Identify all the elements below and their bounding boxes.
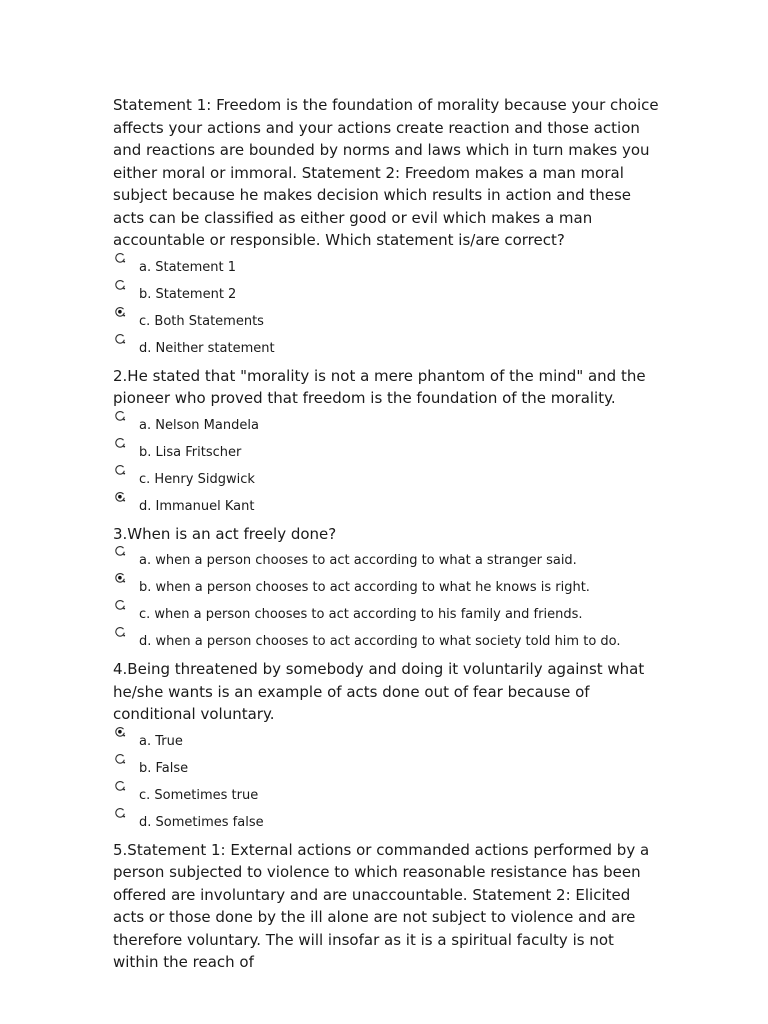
option-2c[interactable] (113, 467, 661, 494)
question-2-options (113, 413, 661, 521)
radio-unselected-icon[interactable] (114, 437, 126, 449)
question-3-text: 3.When is an act freely done? (113, 524, 337, 543)
option-label: c. Both Statements (139, 313, 264, 329)
option-label: b. Statement 2 (139, 286, 237, 302)
question-2-text: 2.He stated that "morality is not a mere phantom of the mind" and the pioneer who proved that freedom is the foundation of the morality. (113, 366, 646, 407)
option-4d[interactable] (113, 810, 661, 837)
option-label: d. Sometimes false (139, 814, 264, 830)
option-label: b. Lisa Fritscher (139, 444, 242, 460)
radio-unselected-icon[interactable] (114, 545, 126, 557)
option-3d[interactable] (113, 629, 661, 656)
option-label: a. True (139, 733, 183, 749)
quiz-document (113, 94, 661, 974)
question-1-options (113, 255, 661, 363)
radio-selected-icon[interactable] (114, 491, 126, 503)
option-label: d. Neither statement (139, 340, 275, 356)
question-3-options (113, 548, 661, 656)
option-2d[interactable] (113, 494, 661, 521)
radio-selected-icon[interactable] (114, 572, 126, 584)
option-label: a. when a person chooses to act according to what a stranger said. (139, 553, 577, 568)
option-4b[interactable] (113, 756, 661, 783)
radio-unselected-icon[interactable] (114, 807, 126, 819)
option-3b[interactable] (113, 575, 661, 602)
radio-unselected-icon[interactable] (114, 780, 126, 792)
option-4c[interactable] (113, 783, 661, 810)
option-3c[interactable] (113, 602, 661, 629)
option-label: a. Nelson Mandela (139, 417, 259, 433)
option-label: d. Immanuel Kant (139, 498, 255, 514)
question-1-text: Statement 1: Freedom is the foundation of morality because your choice affects your actions and your actions create reaction and those action and reactions are bounded by norms and laws which in turn makes you either moral or immoral. Statement 2: Freedom makes a man moral subject because he makes decision which results in action and these acts can be classified as either good or evil which makes a man accountable or responsible. Which statement is/are correct? (113, 96, 659, 249)
option-3a[interactable] (113, 548, 661, 575)
option-label: a. Statement 1 (139, 259, 237, 275)
option-2a[interactable] (113, 413, 661, 440)
radio-selected-icon[interactable] (114, 306, 126, 318)
option-1d[interactable] (113, 336, 661, 363)
option-4a[interactable] (113, 729, 661, 756)
radio-selected-icon[interactable] (114, 726, 126, 738)
radio-unselected-icon[interactable] (114, 252, 126, 264)
radio-unselected-icon[interactable] (114, 410, 126, 422)
option-2b[interactable] (113, 440, 661, 467)
option-label: b. False (139, 760, 189, 776)
radio-unselected-icon[interactable] (114, 464, 126, 476)
radio-unselected-icon[interactable] (114, 333, 126, 345)
radio-unselected-icon[interactable] (114, 626, 126, 638)
option-label: c. Henry Sidgwick (139, 471, 255, 487)
option-1a[interactable] (113, 255, 661, 282)
radio-unselected-icon[interactable] (114, 599, 126, 611)
option-label: b. when a person chooses to act according to what he knows is right. (139, 580, 590, 595)
question-4-text: 4.Being threatened by somebody and doing it voluntarily against what he/she wants is an example of acts done out of fear because of conditional voluntary. (113, 660, 645, 723)
option-1b[interactable] (113, 282, 661, 309)
question-4-options (113, 729, 661, 837)
option-1c[interactable] (113, 309, 661, 336)
radio-unselected-icon[interactable] (114, 753, 126, 765)
radio-unselected-icon[interactable] (114, 279, 126, 291)
option-label: c. Sometimes true (139, 787, 259, 803)
question-5-text: 5.Statement 1: External actions or commanded actions performed by a person subjected to violence to which reasonable resistance has been offered are involuntary and are unaccountable. Statement 2: Elicited acts or those done by the ill alone are not subject to violence and are therefore voluntary. The will insofar as it is a spiritual faculty is not within the reach of (113, 840, 650, 971)
option-label: d. when a person chooses to act according to what society told him to do. (139, 634, 621, 649)
option-label: c. when a person chooses to act according to his family and friends. (139, 607, 583, 622)
